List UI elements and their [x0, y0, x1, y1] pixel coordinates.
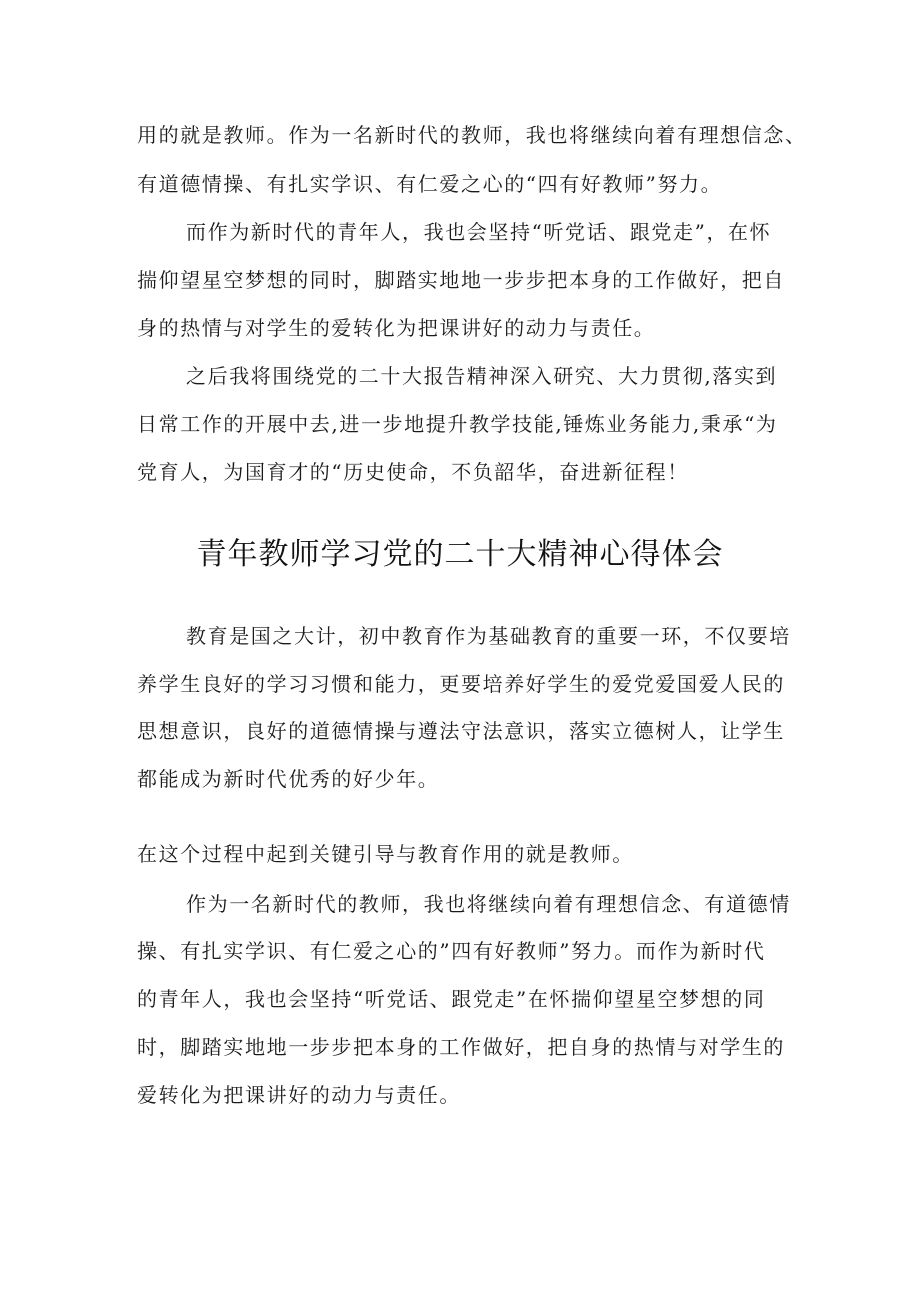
paragraph-line: 的青年人，我也会坚持“听党话、跟党走”在怀揣仰望星空梦想的同 [137, 987, 766, 1011]
paragraph-line: 爱转化为把课讲好的动力与责任。 [137, 1083, 461, 1107]
paragraph-line: 教育是国之大计，初中教育作为基础教育的重要一环，不仅要培 [186, 624, 791, 648]
paragraph-line: 操、有扎实学识、有仁爱之心的”四有好教师”努力。而作为新时代 [137, 939, 766, 963]
paragraph-line: 而作为新时代的青年人，我也会坚持“听党话、跟党走”，在怀 [186, 220, 772, 244]
paragraph-line: 养学生良好的学习习惯和能力，更要培养好学生的爱党爱国爱人民的 [137, 672, 785, 696]
paragraph-line: 有道德情操、有扎实学识、有仁爱之心的“四有好教师”努力。 [137, 172, 723, 196]
paragraph-line: 日常工作的开展中去,进一步地提升教学技能,锤炼业务能力,秉承“为 [137, 412, 778, 436]
paragraph-line: 在这个过程中起到关键引导与教育作用的就是教师。 [137, 842, 634, 866]
paragraph-line: 时，脚踏实地地一步步把本身的工作做好，把自身的热情与对学生的 [137, 1035, 785, 1059]
article-title: 青年教师学习党的二十大精神心得体会 [196, 537, 724, 572]
paragraph-line: 党育人，为国育才的“历史使命，不负韶华，奋进新征程！ [137, 460, 689, 484]
paragraph-line: 揣仰望星空梦想的同时，脚踏实地地一步步把本身的工作做好，把自 [137, 268, 785, 292]
paragraph-line: 思想意识，良好的道德情操与遵法守法意识，落实立德树人，让学生 [137, 719, 785, 743]
paragraph-line: 身的热情与对学生的爱转化为把课讲好的动力与责任。 [137, 316, 656, 340]
paragraph-line: 都能成为新时代优秀的好少年。 [137, 767, 440, 791]
paragraph-line: 用的就是教师。作为一名新时代的教师，我也将继续向着有理想信念、 [137, 123, 807, 147]
paragraph-line: 之后我将围绕党的二十大报告精神深入研究、大力贯彻,落实到 [186, 364, 778, 388]
paragraph-line: 作为一名新时代的教师，我也将继续向着有理想信念、有道德情 [186, 892, 791, 916]
